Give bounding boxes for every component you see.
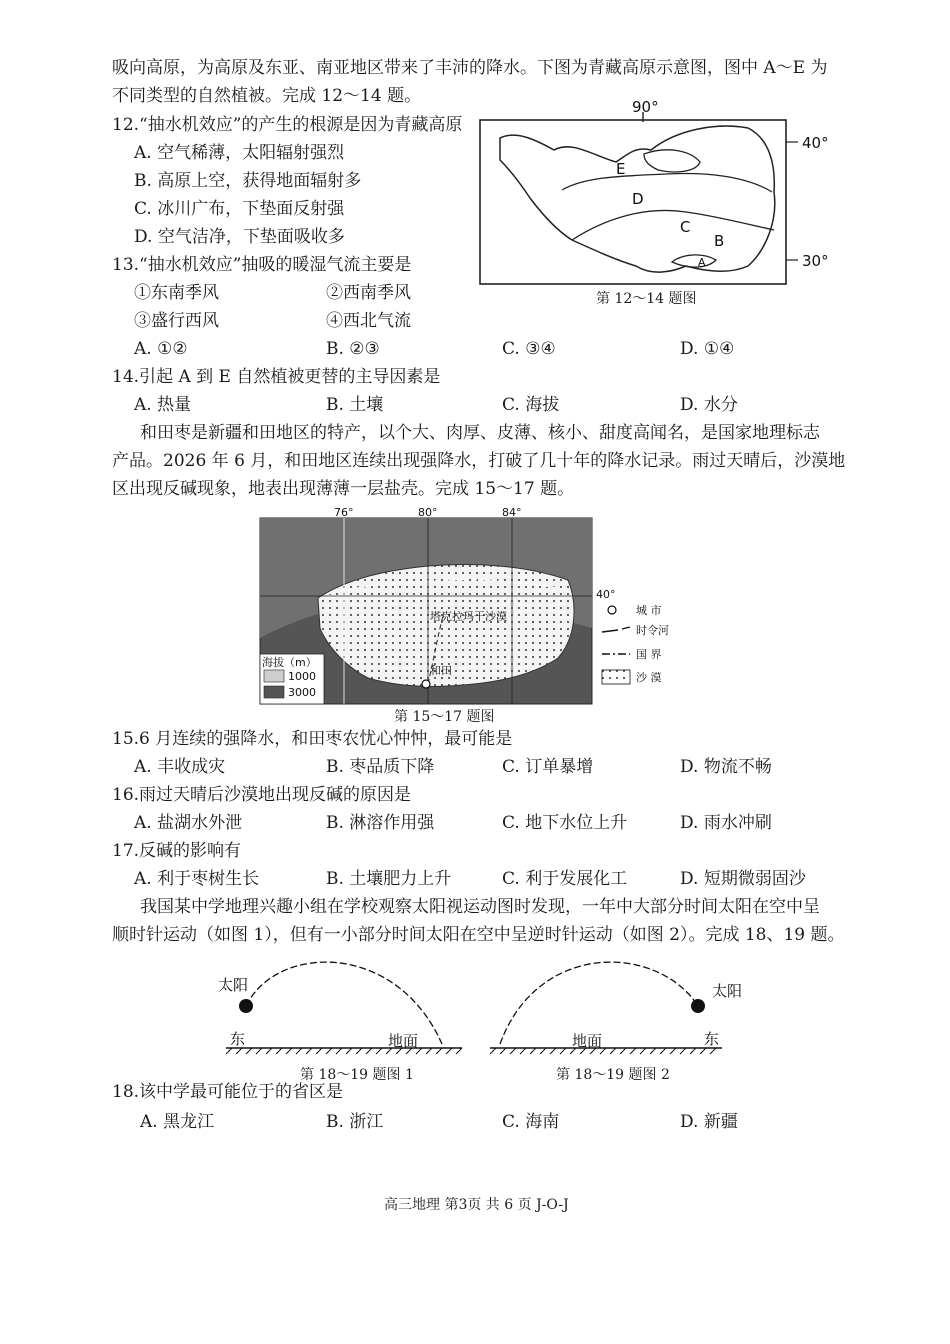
map1-label-a: A	[698, 256, 706, 269]
fig2-sun-icon	[691, 999, 705, 1013]
question-17-option-a: A. 利于枣树生长	[134, 869, 260, 889]
question-12-option-c: C. 冰川广布，下垫面反射强	[134, 199, 345, 219]
taklamakan-map	[258, 508, 698, 706]
question-17-option-d: D. 短期微弱固沙	[680, 869, 806, 889]
question-18-option-b: B. 浙江	[326, 1112, 384, 1132]
intro-1-line-2: 不同类型的自然植被。完成 12～14 题。	[112, 86, 422, 106]
question-18-option-d: D. 新疆	[680, 1112, 738, 1132]
question-15-option-b: B. 枣品质下降	[326, 757, 435, 777]
question-18-option-c: C. 海南	[502, 1112, 560, 1132]
fig2-ground-hatch	[490, 1048, 716, 1054]
legend-border-label: 国 界	[636, 648, 662, 661]
map1-longitude-label: 90°	[632, 100, 659, 116]
map1-latitude-bottom-label: 30°	[802, 252, 829, 270]
fig1-caption: 第 18～19 题图 1	[300, 1067, 414, 1083]
intro-3-line-1: 我国某中学地理兴趣小组在学校观察太阳视运动图时发现，一年中大部分时间太阳在空中呈	[140, 897, 820, 917]
fig1-sun-label: 太阳	[218, 976, 249, 994]
region-c-boundary	[572, 210, 774, 240]
question-15-option-c: C. 订单暴增	[502, 757, 594, 777]
map1-label-b: B	[714, 232, 725, 250]
legend-desert-label: 沙 漠	[636, 671, 662, 684]
map1-caption: 第 12～14 题图	[596, 291, 697, 307]
question-14-stem: 14.引起 A 到 E 自然植被更替的主导因素是	[112, 367, 441, 387]
question-16-option-d: D. 雨水冲刷	[680, 813, 772, 833]
question-12-option-a: A. 空气稀薄，太阳辐射强烈	[134, 143, 345, 163]
map2-lon-76: 76°	[334, 508, 354, 519]
question-13-stem: 13.“抽水机效应”抽吸的暖湿气流主要是	[112, 255, 412, 275]
elevation-legend-1000: 1000	[288, 670, 316, 683]
legend-city-icon	[608, 606, 616, 614]
fig1-ground-hatch	[226, 1048, 462, 1054]
question-16-option-c: C. 地下水位上升	[502, 813, 628, 833]
question-16-option-b: B. 淋溶作用强	[326, 813, 435, 833]
fig1-ground-label: 地面	[388, 1032, 419, 1050]
city-hotan-label: 和田	[430, 664, 452, 677]
question-16-option-a: A. 盐湖水外泄	[134, 813, 243, 833]
question-15-option-d: D. 物流不畅	[680, 757, 772, 777]
intro-2-line-3: 区出现反碱现象，地表出现薄薄一层盐壳。完成 15～17 题。	[112, 479, 575, 499]
intro-2-line-2: 产品。2026 年 6 月，和田地区连续出现强降水，打破了几十年的降水记录。雨过天晴后，沙漠地	[112, 451, 846, 471]
legend-city-label: 城 市	[636, 604, 662, 617]
city-hotan-marker	[422, 680, 430, 688]
map1-latitude-top-label: 40°	[802, 134, 829, 152]
question-13-option-b: B. ②③	[326, 339, 380, 359]
question-12-option-d: D. 空气洁净，下垫面吸收多	[134, 227, 345, 247]
fig2-sun-label: 太阳	[712, 982, 743, 1000]
question-13-item-4: ④西北气流	[326, 311, 411, 331]
map2-lat-40: 40°	[596, 588, 616, 601]
map2-lon-80: 80°	[418, 508, 438, 519]
fig1-east-label: 东	[230, 1030, 246, 1048]
question-12-stem: 12.“抽水机效应”的产生的根源是因为青藏高原	[112, 115, 463, 135]
question-14-option-a: A. 热量	[134, 395, 192, 415]
intro-2-line-1: 和田枣是新疆和田地区的特产，以个大、肉厚、皮薄、核小、甜度高闻名，是国家地理标志	[140, 423, 820, 443]
elevation-legend-title: 海拔（m）	[262, 656, 317, 669]
legend-river-label: 时令河	[636, 624, 669, 637]
map2-lon-84: 84°	[502, 508, 522, 519]
question-12-option-b: B. 高原上空，获得地面辐射多	[134, 171, 362, 191]
region-e-boundary	[644, 150, 700, 172]
intro-1-line-1: 吸向高原，为高原及东亚、南亚地区带来了丰沛的降水。下图为青藏高原示意图，图中 A～E 为	[112, 58, 828, 78]
question-14-option-b: B. 土壤	[326, 395, 384, 415]
question-17-stem: 17.反碱的影响有	[112, 841, 242, 861]
question-16-stem: 16.雨过天晴后沙漠地出现反碱的原因是	[112, 785, 412, 805]
map1-label-e: E	[616, 160, 626, 178]
fig2-ground-label: 地面	[572, 1032, 603, 1050]
question-17-option-c: C. 利于发展化工	[502, 869, 628, 889]
question-13-option-d: D. ①④	[680, 339, 735, 359]
question-14-option-d: D. 水分	[680, 395, 738, 415]
elevation-legend-3000: 3000	[288, 686, 316, 699]
map1-label-c: C	[680, 218, 691, 236]
question-15-stem: 15.6 月连续的强降水，和田枣农忧心忡忡，最可能是	[112, 729, 513, 749]
page-footer: 高三地理 第3页 共 6 页 J-O-J	[384, 1197, 569, 1213]
question-13-item-2: ②西南季风	[326, 283, 411, 303]
question-14-option-c: C. 海拔	[502, 395, 560, 415]
legend-desert-icon	[602, 670, 630, 684]
question-13-option-c: C. ③④	[502, 339, 556, 359]
question-15-option-a: A. 丰收成灾	[134, 757, 226, 777]
sun-path-figure-1	[216, 948, 466, 1060]
map1-label-d: D	[632, 190, 644, 208]
region-a-boundary	[672, 255, 716, 267]
region-d-boundary	[562, 174, 772, 192]
question-13-item-1: ①东南季风	[134, 283, 219, 303]
desert-name-label: 塔克拉玛干沙漠	[430, 610, 507, 623]
fig2-east-label: 东	[704, 1030, 720, 1048]
tibetan-plateau-map	[476, 100, 836, 312]
legend-river-icon	[602, 627, 630, 632]
question-13-option-a: A. ①②	[134, 339, 188, 359]
question-13-item-3: ③盛行西风	[134, 311, 219, 331]
map2-caption: 第 15～17 题图	[394, 709, 495, 725]
question-18-stem: 18.该中学最可能位于的省区是	[112, 1082, 344, 1102]
question-18-option-a: A. 黑龙江	[140, 1112, 215, 1132]
fig2-caption: 第 18～19 题图 2	[556, 1067, 670, 1083]
fig1-sun-icon	[239, 999, 253, 1013]
question-17-option-b: B. 土壤肥力上升	[326, 869, 452, 889]
sun-path-figure-2	[488, 948, 748, 1060]
intro-3-line-2: 顺时针运动（如图 1），但有一小部分时间太阳在空中呈逆时针运动（如图 2）。完成 18、19 题。	[112, 925, 845, 945]
